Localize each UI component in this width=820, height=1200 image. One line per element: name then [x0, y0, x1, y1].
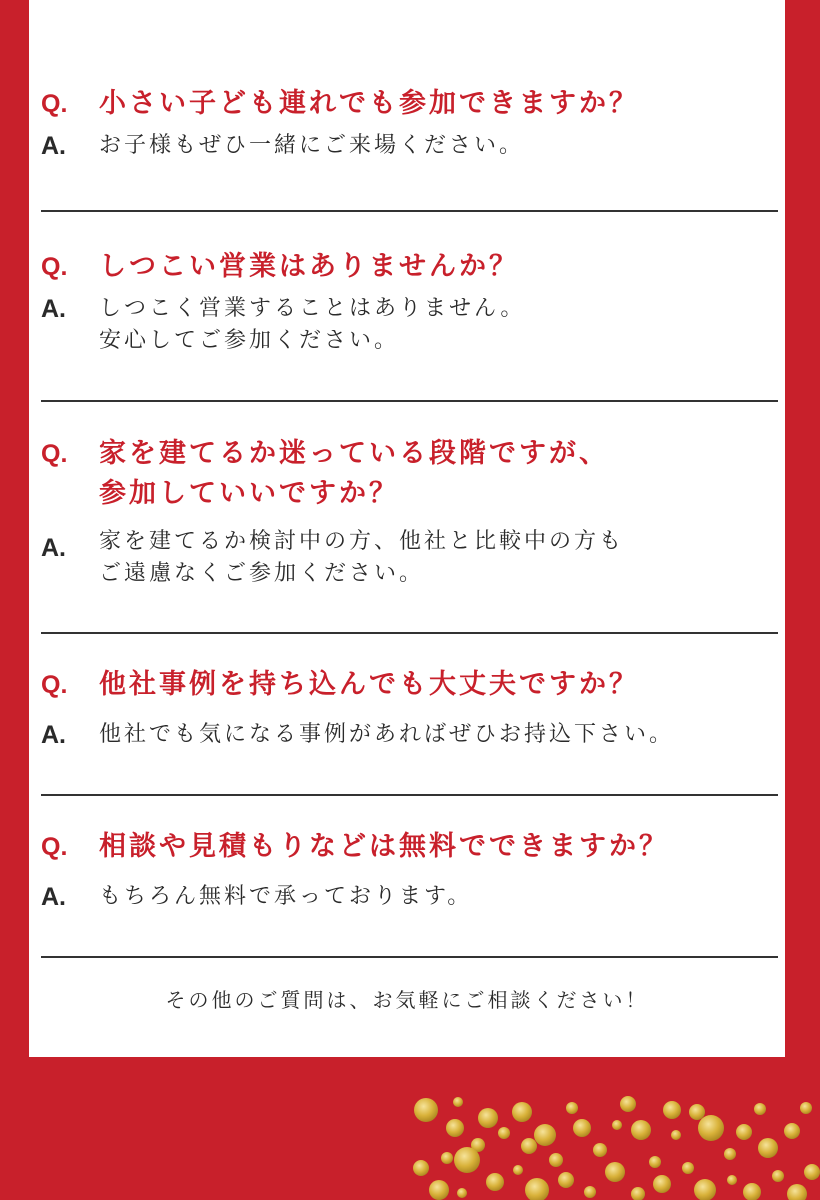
- question-marker: Q.: [41, 671, 68, 699]
- answer-text: しつこく営業することはありません。 安心してご参加ください。: [99, 296, 526, 353]
- footer-note: その他のご質問は、お気軽にご相談ください！: [165, 988, 649, 1012]
- answer-marker: A.: [41, 132, 66, 160]
- answer-text: お子様もぜひ一緒にご来場ください。: [99, 133, 525, 158]
- question-text: 家を建てるか迷っている段階ですが、 参加していいですか？: [99, 438, 609, 509]
- question-marker: Q.: [41, 90, 68, 118]
- question-marker: Q.: [41, 833, 68, 861]
- question-marker: Q.: [41, 440, 68, 468]
- answer-marker: A.: [41, 883, 66, 911]
- question-text: 小さい子ども連れでも参加できますか？: [99, 88, 639, 119]
- question-text: しつこい営業はありませんか？: [99, 251, 519, 282]
- answer-text: もちろん無料で承っております。: [99, 884, 473, 909]
- question-marker: Q.: [41, 253, 68, 281]
- answer-marker: A.: [41, 534, 66, 562]
- answer-marker: A.: [41, 295, 66, 323]
- answer-text: 他社でも気になる事例があればぜひお持込下さい。: [99, 722, 675, 747]
- answer-marker: A.: [41, 721, 66, 749]
- answer-text: 家を建てるか検討中の方、他社と比較中の方も ご遠慮なくご参加ください。: [99, 529, 625, 586]
- question-text: 他社事例を持ち込んでも大丈夫ですか？: [99, 669, 639, 700]
- question-text: 相談や見積もりなどは無料でできますか？: [99, 831, 669, 862]
